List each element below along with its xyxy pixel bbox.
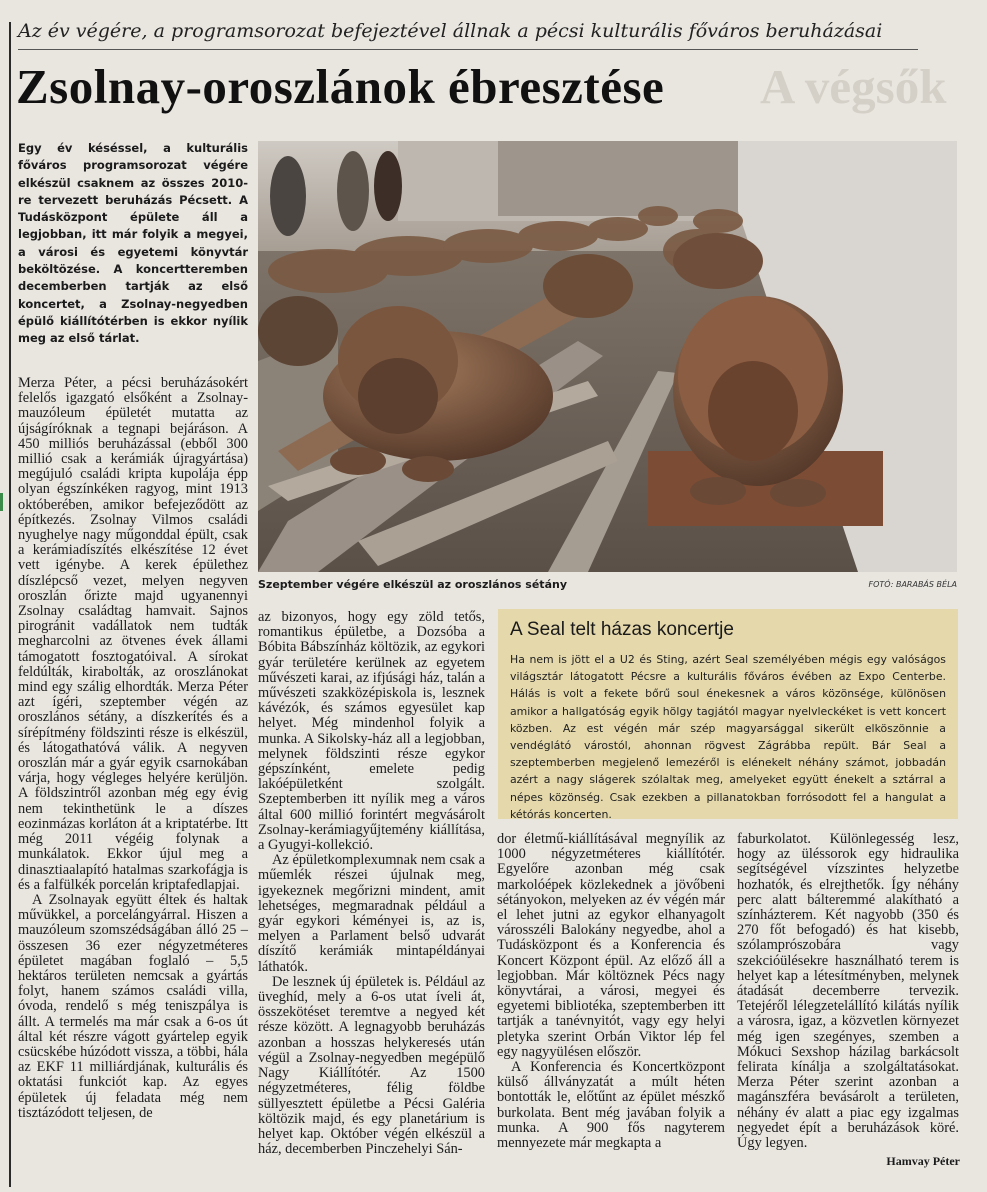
kicker: Az év végére, a programsorozat befejeztével állnak a pécsi kulturális főváros beruházásai	[18, 20, 883, 42]
paragraph: A Konferencia és Koncertközpont külső állványzatát a múlt héten bontották le, előtűnt az épület mészkő burkolata. Bent még javában folyik a munka. A 900 fős nagyterem mennyezete már megkapta a	[497, 1059, 725, 1152]
paragraph: Merza Péter, a pécsi beruházásokért felelős igazgató elsőként a Zsolnay-mauzóleum épületét mutatta az újságíróknak a tegnapi bejáráson. A 450 milliós beruházással (ebből 300 millió csak a kerámiák újragyártása) megújuló családi kripta kupolája épp olyan égszínkéken ragyog, mint 1913 októberében, amikor befejeződött az építkezés. Zsolnay Vilmos családi nyughelye nagy műgonddal épült, csak a kerámiadíszítés elkészítése 12 évet vett igénybe. A kerek épülethez díszlépcső vezet, melyen negyven oroszlán őrizte majd ugyanennyi Zsolnay családtag hamvait. Sajnos pirogránit vadállatok nem tudták megharcolni az ötvenes évek állami támogatott fosztogatóival. A sírokat feldúlták, kirabolták, az oroszlánokat mind egy szálig elhordták. Merza Péter azt ígéri, szeptember végén az oroszlános sétány, a díszkerítés és a sírépítmény földszinti része is elkészül, és látogathatóvá válik. A negyven oroszlán már a gyár egyik csarnokában várja, hogy végleges helyére kerüljön. A földszintről azonban még egy évig nem tekinthetünk le a díszes eozinmázas korláton át a kriptatérbe. Itt még 2011 végéig folynak a munkálatok. Ekkor újul meg a dinasztiaalapító hatalmas szarkofágja is és a falfülkék porcelán kriptafedlapjai.	[18, 375, 248, 893]
lion-statues-illustration	[258, 141, 957, 572]
page-edge-marker	[0, 493, 3, 511]
paragraph: dor életmű-kiállításával megnyílik az 1000 négyzetméteres kiállítótér. Egyelőre azonban még csak markolóépek közlekednek a jövőbeni sétányokon, melyeken az év végén már el lehet jutni az egykor elhanyagolt városszéli Balokány negyedbe, ahol a Tudásközpont és a Konferencia és Koncert Központ épül. Az előző áll a legjobban. Már költöznek Pécs nagy könyvtárai, a városi, megyei és egyetemi bibliotéka, szeptemberben itt tartják a tanévnyitót, vagy egy helyi pletyka szerint Orbán Viktor lép fel egy nagyyülésen először.	[497, 831, 725, 1060]
left-column-rule	[9, 22, 11, 1187]
paragraph: Az épületkomplexumnak nem csak a műemlék részei újulnak meg, igyekeznek megőrizni mindent, amit lehetséges, megmaradnak például a gyár egykori kéményei is, az is, melyen a Parlament belső udvarát díszítő kerámiák mintapéldányai láthatók.	[258, 852, 485, 975]
paragraph: faburkolatot. Különlegesség lesz, hogy az üléssorok egy hidraulika segítségével vízszintes helyzetbe hozhatók, és elrejthetők. Így néhány perc alatt bálteremmé alakítható a színházterem. Két nagyobb (350 és 270 főt befogadó) és hat kisebb, szólamprószobára vagy szekcióülésekre használható terem is helyet kap a létesítményben, melynek átadását decemberre tervezik. Tetejéről lélegzetelállító kilátás nyílik a városra, igaz, a közvetlen környezet még igen szegényes, szemben a Mókuci Sexshop házilag barkácsolt felirata kínálja a szolgáltatásokat. Merza Péter szerint azonban a magánszféra bevásárolt a területen, néhány év alatt a piac egy izgalmas negyedet épít a beruházások köré. Úgy legyen.	[737, 831, 959, 1152]
lion-statues-photo	[258, 141, 957, 572]
photo-credit: FOTÓ: BARABÁS BÉLA	[868, 580, 957, 589]
adjacent-page-headline: A végsők	[760, 59, 947, 114]
kicker-rule	[18, 49, 918, 50]
author-byline: Hamvay Péter	[886, 1154, 960, 1168]
sidebar-box	[498, 609, 958, 819]
sidebar-body: Ha nem is jött el a U2 és Sting, azért Seal személyében mégis egy valóságos világsztár látogatott Pécsre a kulturális főváros évében az Expo Centerbe. Hálás is volt a fekete bőrű soul énekesnek a város közönsége, különösen amikor a hallgatóság egyik hölgy tagjától magyar nyelvleckéket is vett koncert közben. Az est végén már szép magyarsággal sikerült elköszönnie a vendéglátó várostól, ahonnan rögvest Zágrábba repült. Bár Seal a szeptemberben megjelenő lemezéről is elénekelt néhány számot, jobbadán azért a nagy slágerek szólaltak meg, amelyeket együtt énekelt a sztárral a népes közönség. Csak ezekben a pillanatokban forrósodott fel a hangulat a kétórás koncerten.	[510, 653, 946, 821]
paragraph: A Zsolnayak együtt éltek és haltak művükkel, a porcelángyárral. Hiszen a mauzóleum szomszédságában álló 25 – összesen 36 ezer négyzetméteres épületet magában foglaló – 5,5 hektáros területen nemcsak a gyártás folyt, hanem számos családi villa, óvoda, rendelő s még teniszpálya is állt. A termelés ma már csak a 6-os út által két részre vágott gyártelep egyik csücskébe húzódott vissza, a többi, hála az EKF 11 milliárdjának, kulturális és oktatási funkciót kap. Az egyes épületek új feladata még nem tisztázódott teljesen, de	[18, 891, 248, 1121]
lead-paragraph: Egy év késéssel, a kulturális főváros programsorozat végére elkészül csaknem az összes 2010-re tervezett beruházás Pécsett. A Tudásközpont épülete áll a legjobban, itt már folyik a megyei, a városi és egyetemi könyvtár beköltözése. A koncertteremben decemberben tartják az első koncertet, a Zsolnay-negyedben épülő kiállítótérben is ekkor nyílik meg az első tárlat.	[18, 141, 248, 346]
paragraph: az bizonyos, hogy egy zöld tetős, romantikus épületbe, a Dozsóba a Bóbita Bábszínház költözik, az egykori gyár területére kerülnek az egyetem művészeti karai, az ifjúsági ház, talán a művészeti szakközépiskola is, lesznek kávézók, és számos egyesület kap helyet. Még mindenhol folyik a munka. A Sikolsky-ház all a legjobban, melynek földszinti része egykor gépszínként, emelete pedig lakóépületként szolgált. Szeptemberben itt nyílik meg a város által 600 millió forintért megvásárolt Zsolnay-kerámiagyűjtemény kiállítása, a Gyugyi-kollekció.	[258, 609, 485, 854]
body-column-1	[18, 376, 248, 1121]
headline: Zsolnay-oroszlánok ébresztése	[16, 59, 665, 114]
body-column-4	[737, 832, 959, 1151]
body-column-2	[258, 610, 485, 1157]
sidebar-title: A Seal telt házas koncertje	[510, 619, 734, 640]
photo-caption: Szeptember végére elkészül az oroszlános sétány	[258, 578, 567, 591]
body-column-3	[497, 832, 725, 1151]
paragraph: De lesznek új épületek is. Például az üveghíd, mely a 6-os utat íveli át, összekötéset teremtve a negyed két része között. A legnagyobb beruházás azonban a hosszas helykeresés után végül a Zsolnay-negyedben megépülő Nagy Kiállítótér. Az 1500 négyzetméteres, félig földbe süllyesztett épületbe a Pécsi Galéria költözik majd, és egy planetárium is helyet kap. Október végén elkészül a ház, decemberben Pinczehelyi Sán-	[258, 973, 485, 1158]
